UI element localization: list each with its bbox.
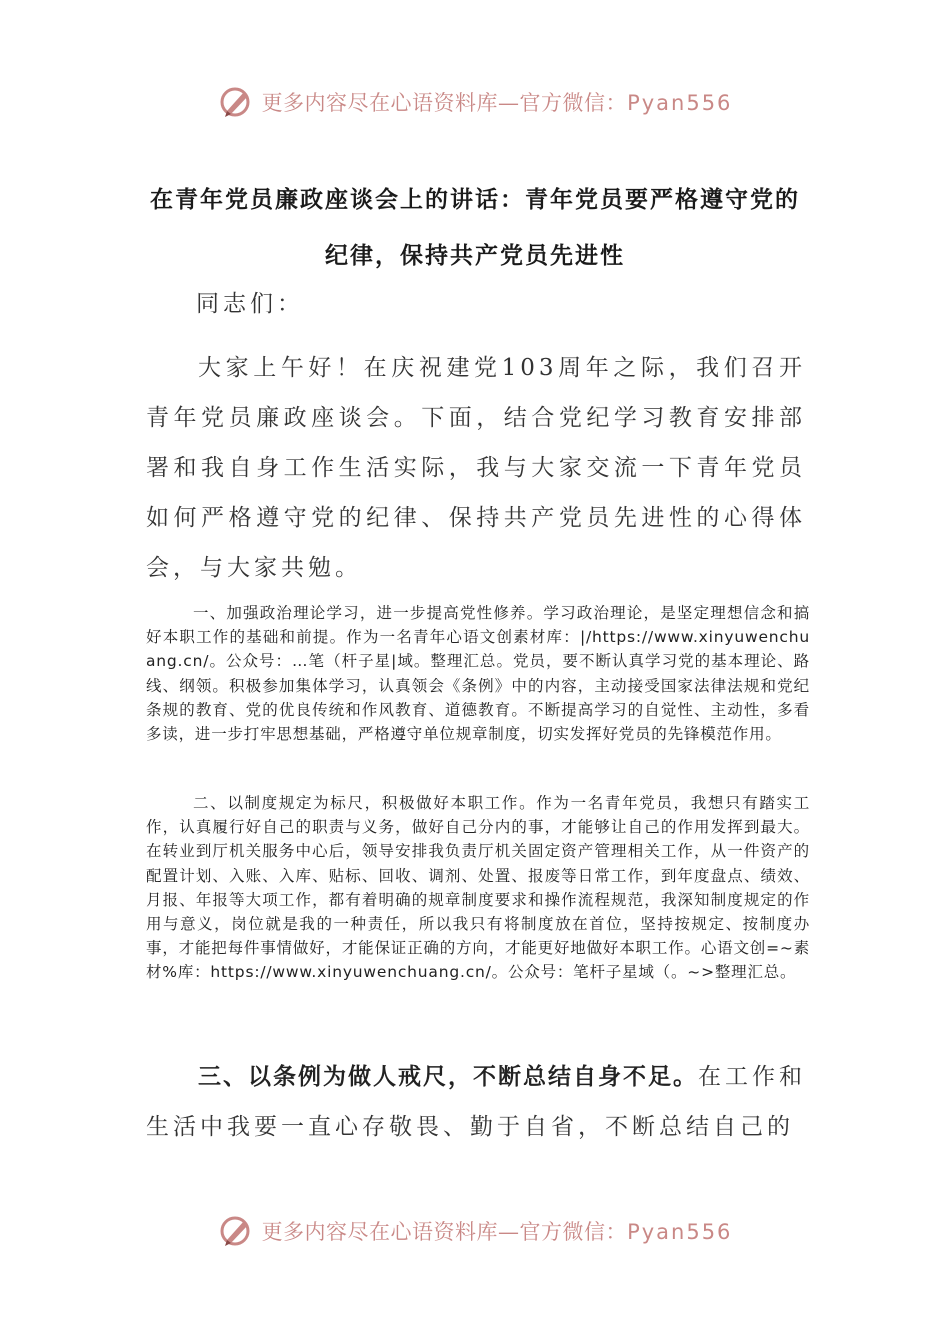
pen-logo-icon bbox=[218, 1213, 254, 1249]
section-two-paragraph: 二、以制度规定为标尺，积极做好本职工作。作为一名青年党员，我想只有踏实工作，认真履行好自己的职责与义务，做好自己分内的事，才能够让自己的作用发挥到最大。在转业到厅机关服务中心后，领导安排我负责厅机关固定资产管理相关工作，从一件资产的配置计划、入账、入库、贴标、回收、调剂、处置、报废等日常工作，到年度盘点、绩效、月报、年报等大项工作，都有着明确的规章制度要求和操作流程规范，我深知制度规定的作用与意义，岗位就是我的一种责任，所以我只有将制度放在首位，坚持按规定、按制度办事，才能把每件事情做好，才能保证正确的方向，才能更好地做好本职工作。心语文创=~素材%库：https://www.xinyuwenchuang.cn/。公众号：笔杆子星域（。~>整理汇总。 bbox=[146, 794, 810, 982]
pen-logo-icon bbox=[218, 84, 254, 120]
salutation: 同志们： bbox=[196, 291, 304, 317]
header-banner bbox=[0, 78, 950, 126]
wechat-id: Pyan556 bbox=[627, 1220, 733, 1244]
wechat-id: Pyan556 bbox=[627, 91, 733, 115]
opening-paragraph: 大家上午好！在庆祝建党103周年之际，我们召开青年党员廉政座谈会。下面，结合党纪学习教育安排部署和我自身工作生活实际，我与大家交流一下青年党员如何严格遵守党的纪律、保持共产党员先进性的心得体会，与大家共勉。 bbox=[146, 355, 806, 581]
document-title: 在青年党员廉政座谈会上的讲话：青年党员要严格遵守党的纪律，保持共产党员先进性 bbox=[150, 187, 800, 269]
section-three-paragraph bbox=[146, 1052, 806, 1152]
section-three-heading: 三、以条例为做人戒尺，不断总结自身不足。 bbox=[198, 1064, 698, 1090]
footer-banner bbox=[0, 1207, 950, 1255]
section-three-text: 在工作和生活中我要一直心存敬畏、勤于自省，不断总结自己的 bbox=[146, 1064, 806, 1140]
banner-text: 更多内容尽在心语资料库—官方微信：Pyan556 bbox=[261, 1220, 733, 1244]
banner-text: 更多内容尽在心语资料库—官方微信：Pyan556 bbox=[261, 91, 733, 115]
section-one-paragraph: 一、加强政治理论学习，进一步提高党性修养。学习政治理论，是坚定理想信念和搞好本职工作的基础和前提。作为一名青年心语文创素材库：|/https://www.xinyuwenchuang.cn/。公众号：…笔（杆子星|域。整理汇总。党员，要不断认真学习党的基本理论、路线、纲领。积极参加集体学习，认真领会《条例》中的内容，主动接受国家法律法规和党纪条规的教育、党的优良传统和作风教育、道德教育。不断提高学习的自觉性、主动性，多看多读，进一步打牢思想基础，严格遵守单位规章制度，切实发挥好党员的先锋模范作用。 bbox=[146, 604, 810, 744]
